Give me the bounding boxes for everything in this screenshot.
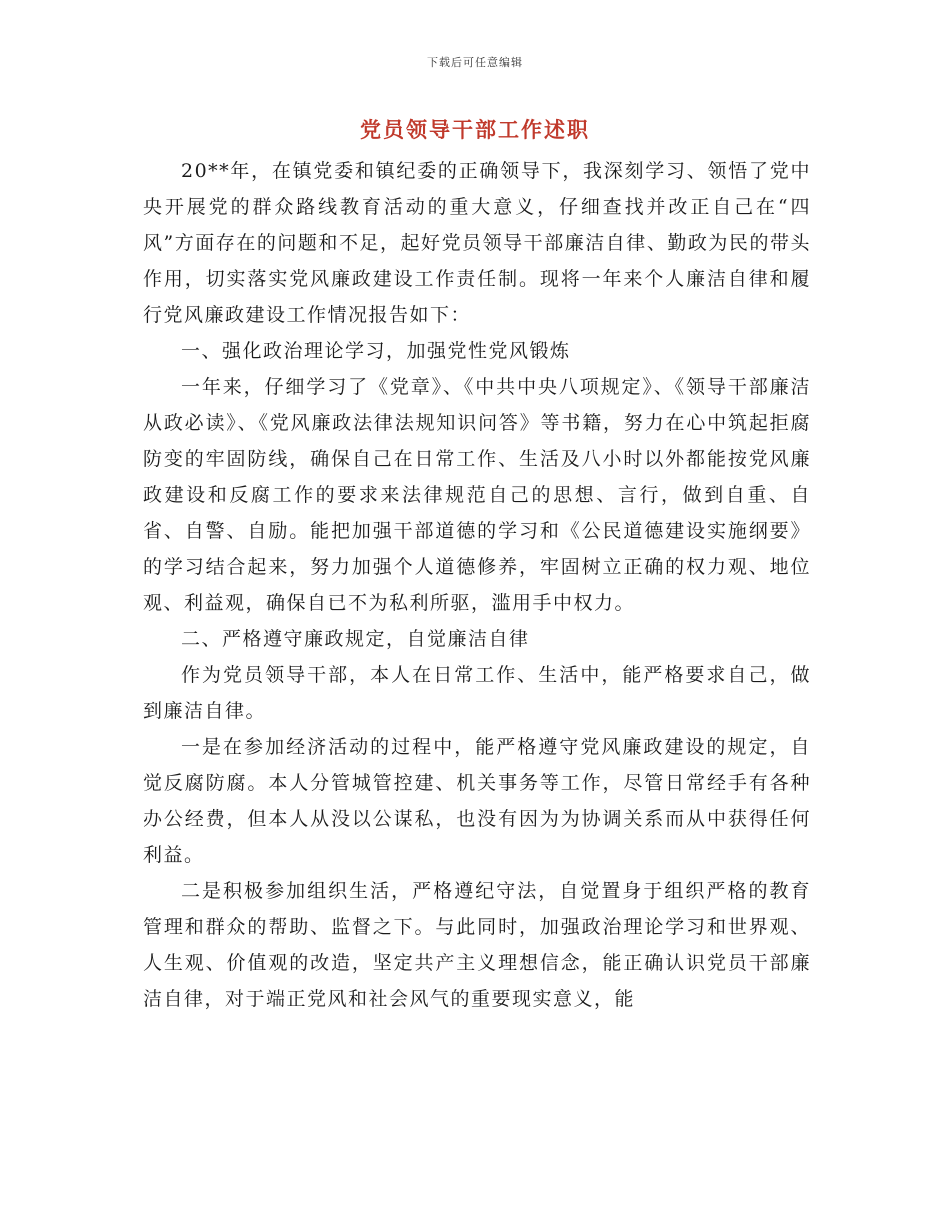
- document-body: [143, 153, 811, 1017]
- header-note: 下载后可任意编辑: [427, 56, 523, 69]
- paragraph-point-1: 一是在参加经济活动的过程中，能严格遵守党风廉政建设的规定，自觉反腐防腐。本人分管城管控建、机关事务等工作，尽管日常经手有各种办公经费，但本人从没以公谋私，也没有因为为协调关系而从中获得任何利益。: [143, 736, 811, 866]
- section-heading-1: 一、强化政治理论学习，加强党性党风锻炼: [181, 340, 571, 362]
- paragraph-point-2: 二是积极参加组织生活，严格遵纪守法，自觉置身于组织严格的教育管理和群众的帮助、监督之下。与此同时，加强政治理论学习和世界观、人生观、价值观的改造，坚定共产主义理想信念，能正确认识党员干部廉洁自律，对于端正党风和社会风气的重要现实意义，能: [143, 880, 811, 1010]
- paragraph-self-discipline: 作为党员领导干部，本人在日常工作、生活中，能严格要求自己，做到廉洁自律。: [143, 664, 811, 722]
- section-heading-2: 二、严格遵守廉政规定，自觉廉洁自律: [181, 628, 530, 650]
- paragraph-intro: 20**年，在镇党委和镇纪委的正确领导下，我深刻学习、领悟了党中央开展党的群众路线教育活动的重大意义，仔细查找并改正自己在“四风”方面存在的问题和不足，起好党员领导干部廉洁自律、勤政为民的带头作用，切实落实党风廉政建设工作责任制。现将一年来个人廉洁自律和履行党风廉政建设工作情况报告如下：: [143, 160, 811, 326]
- paragraph-study: 一年来，仔细学习了《党章》、《中共中央八项规定》、《领导干部廉洁从政必读》、《党风廉政法律法规知识问答》等书籍，努力在心中筑起拒腐防变的牢固防线，确保自己在日常工作、生活及八小时以外都能按党风廉政建设和反腐工作的要求来法律规范自己的思想、言行，做到自重、自省、自警、自励。能把加强干部道德的学习和《公民道德建设实施纲要》的学习结合起来，努力加强个人道德修养，牢固树立正确的权力观、地位观、利益观，确保自已不为私利所驱，滥用手中权力。: [143, 376, 811, 614]
- document-title: 党员领导干部工作述职: [360, 117, 590, 142]
